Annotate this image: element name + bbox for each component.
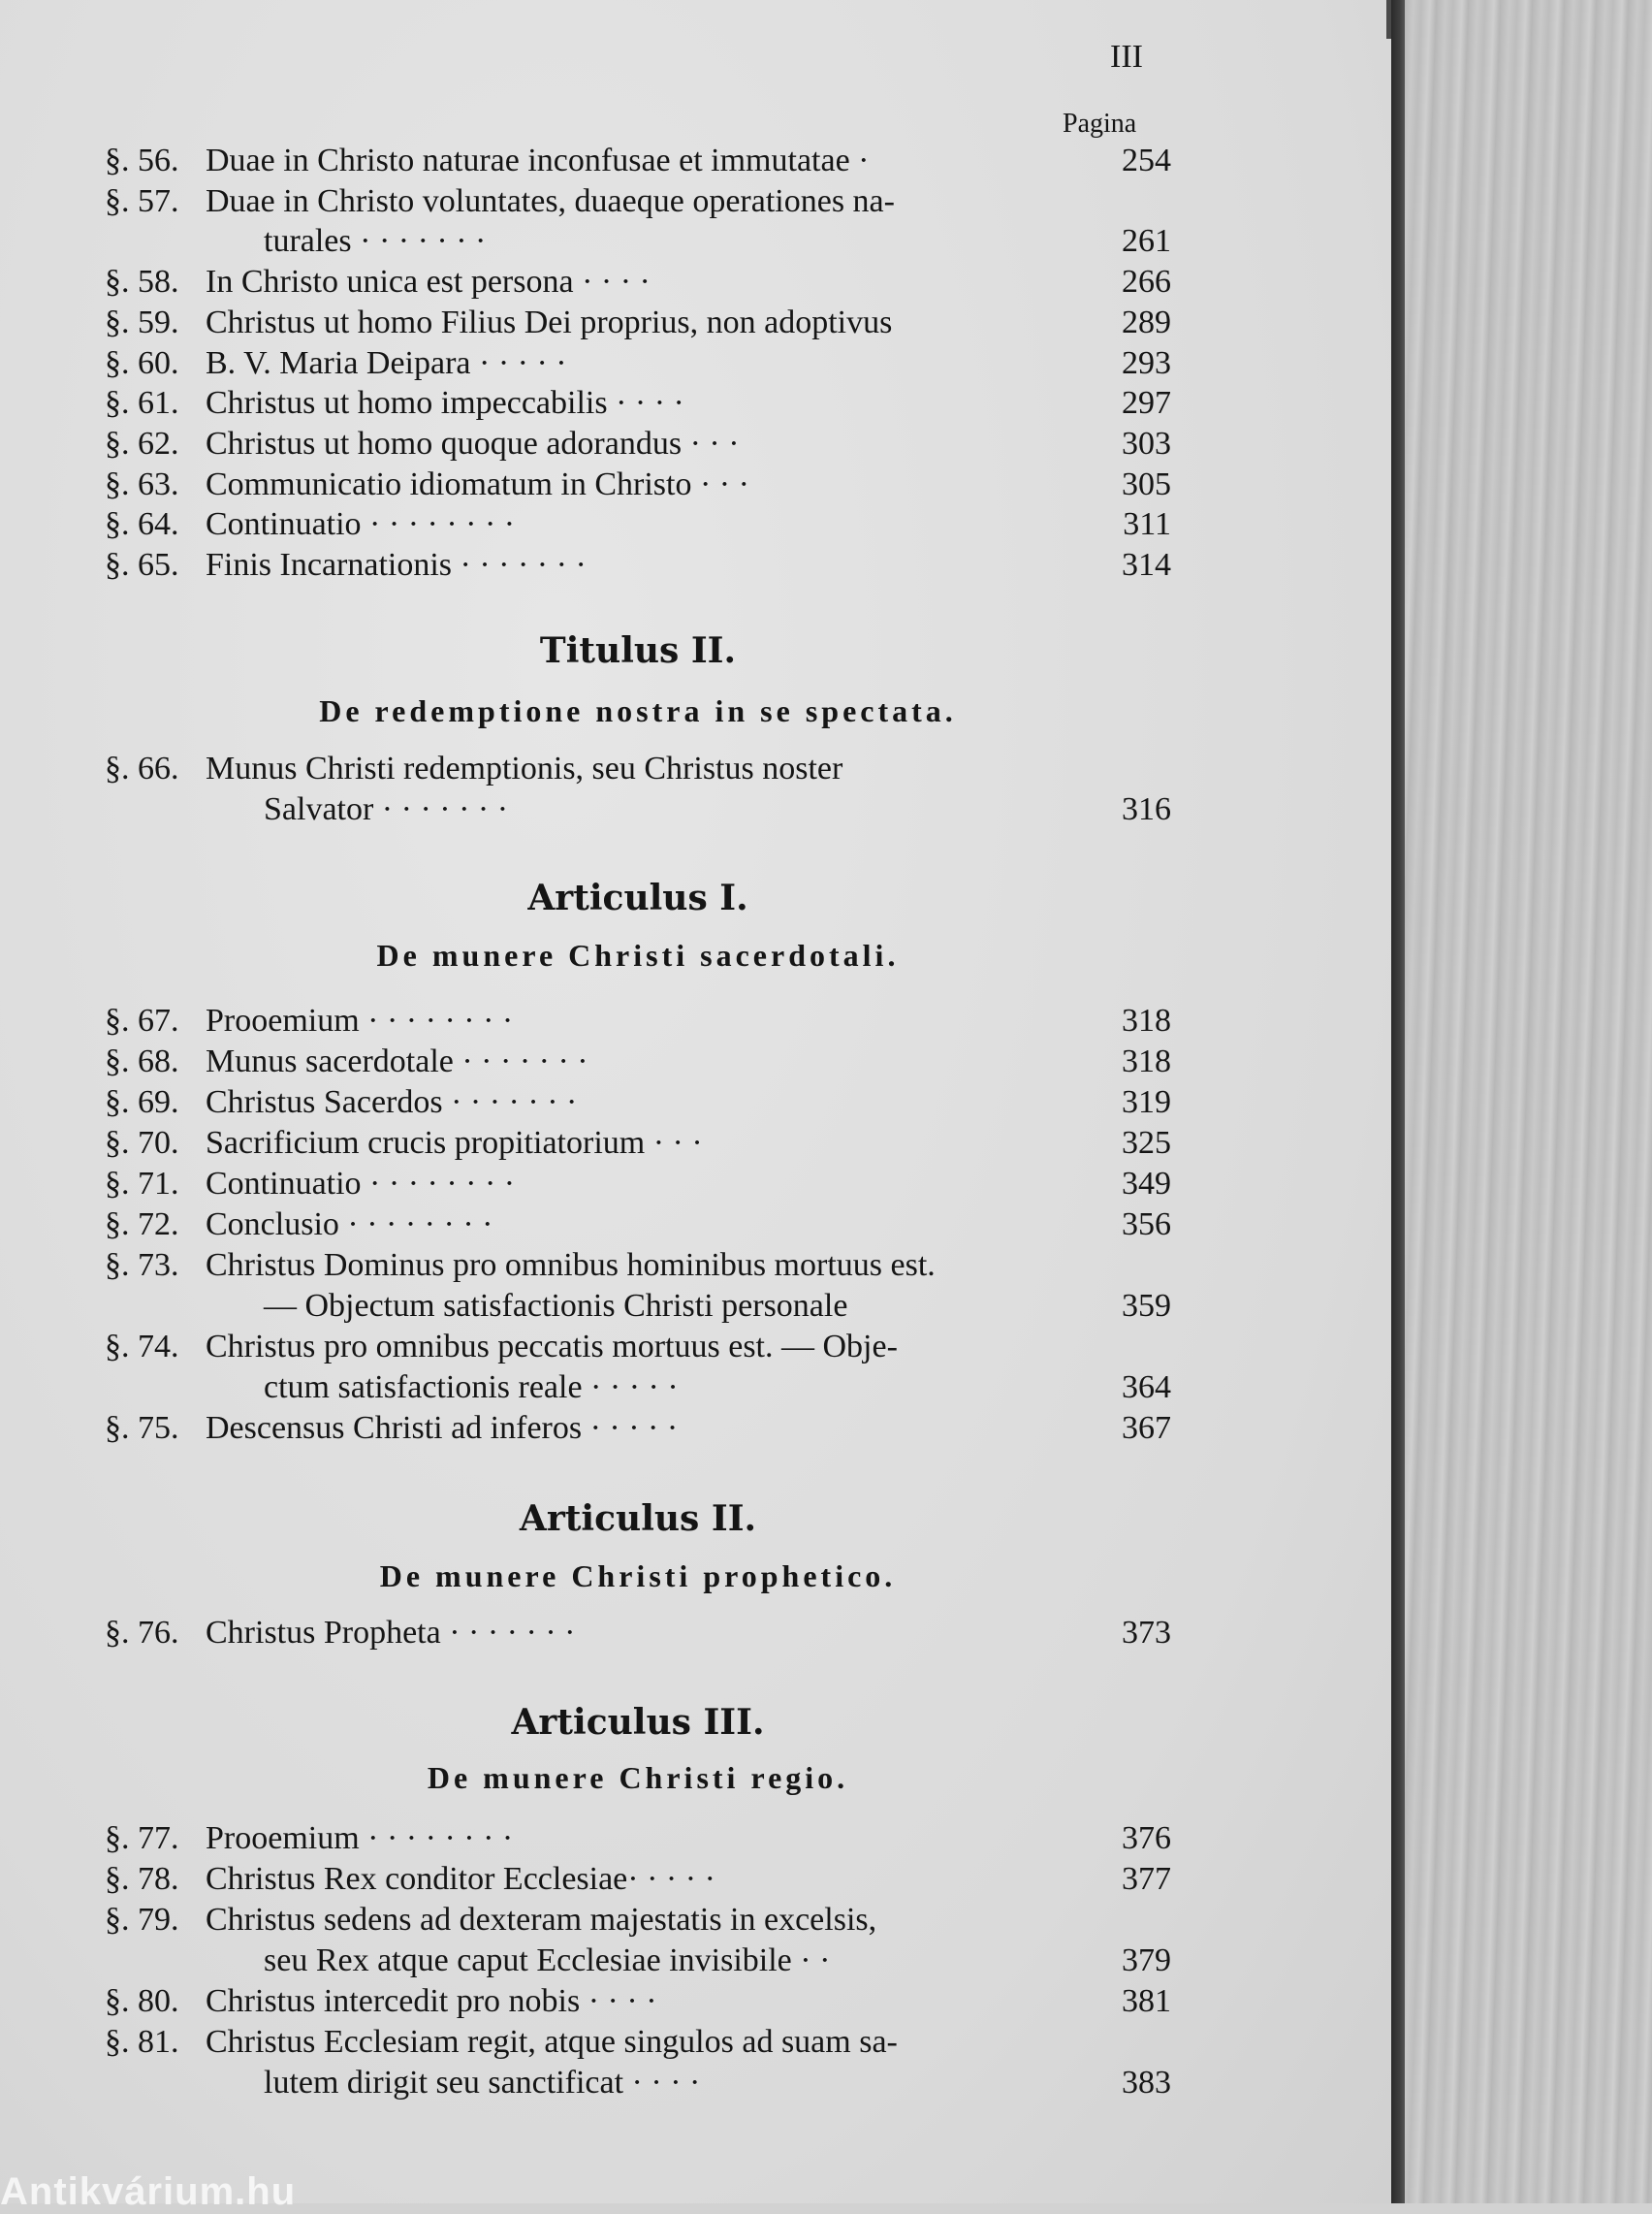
- articulus-3-subheading: De munere Christi regio.: [427, 1760, 849, 1795]
- entry-title: Munus Christi redemptionis, seu Christus noster: [206, 751, 843, 786]
- toc-entry: [105, 1613, 1171, 1653]
- toc-entry: [105, 2022, 1171, 2063]
- page-reference: 297: [1122, 385, 1171, 422]
- entry-title: Christus Rex conditor Ecclesiae· · · · ·: [206, 1861, 715, 1897]
- wooden-background: [1405, 0, 1652, 2203]
- articulus-3-heading: Articulus III.: [511, 1702, 765, 1743]
- toc-entry: [105, 1818, 1171, 1859]
- entry-title: Christus Dominus pro omnibus hominibus mortuus est.: [206, 1247, 936, 1283]
- toc-entry: [105, 545, 1171, 586]
- entry-title: seu Rex atque caput Ecclesiae invisibile · ·: [264, 1942, 831, 1978]
- section-number: §. 69.: [105, 1084, 179, 1120]
- toc-entry: [105, 1941, 1171, 1981]
- entry-title: In Christo unica est persona · · · ·: [206, 264, 651, 301]
- section-number: §. 77.: [105, 1820, 179, 1856]
- section-number: §. 81.: [105, 2024, 179, 2060]
- page-reference: 364: [1122, 1369, 1171, 1405]
- page-reference: 314: [1122, 547, 1171, 583]
- toc-entry: [105, 424, 1171, 465]
- entry-title: Continuatio · · · · · · · ·: [206, 506, 516, 543]
- entry-title: B. V. Maria Deipara · · · · ·: [206, 344, 567, 381]
- section-number: §. 70.: [105, 1125, 179, 1161]
- page-reference: 311: [1123, 506, 1171, 543]
- section-number: §. 67.: [105, 1003, 179, 1039]
- page-reference: 367: [1122, 1410, 1171, 1446]
- page-reference: 266: [1122, 264, 1171, 301]
- entry-title: Conclusio · · · · · · · ·: [206, 1206, 493, 1242]
- entry-title: Descensus Christi ad inferos · · · · ·: [206, 1410, 679, 1446]
- section-number: §. 57.: [105, 182, 179, 219]
- toc-entry: [105, 141, 1171, 181]
- entry-title: Prooemium · · · · · · · ·: [206, 1820, 514, 1856]
- entry-title: Christus ut homo quoque adorandus · · ·: [206, 425, 740, 462]
- page-reference: 318: [1122, 1043, 1171, 1079]
- section-number: §. 76.: [105, 1615, 179, 1651]
- toc-entry: [105, 2063, 1171, 2103]
- toc-entry: [105, 789, 1171, 830]
- toc-entry: [105, 1001, 1171, 1042]
- section-number: §. 74.: [105, 1329, 179, 1364]
- page-reference: 261: [1122, 223, 1171, 260]
- book-page-edge: [1391, 0, 1405, 2203]
- articulus-1-subheading: De munere Christi sacerdotali.: [376, 938, 900, 973]
- section-number: §. 65.: [105, 547, 179, 583]
- section-number: §. 72.: [105, 1206, 179, 1242]
- section-number: §. 68.: [105, 1043, 179, 1079]
- toc-entry: [105, 181, 1171, 222]
- toc-entry: [105, 1900, 1171, 1941]
- entry-title: ctum satisfactionis reale · · · · ·: [264, 1369, 679, 1405]
- articulus-1-heading: Articulus I.: [527, 878, 748, 918]
- entry-title: Christus sedens ad dexteram majestatis in excelsis,: [206, 1902, 877, 1938]
- entry-title: Christus pro omnibus peccatis mortuus est. — Obje-: [206, 1329, 898, 1364]
- section-number: §. 61.: [105, 385, 179, 422]
- page-reference: 318: [1122, 1003, 1171, 1039]
- page-reference: 305: [1122, 465, 1171, 502]
- entry-title: Continuatio · · · · · · · ·: [206, 1166, 516, 1202]
- entry-title: Prooemium · · · · · · · ·: [206, 1003, 514, 1039]
- toc-entry: [105, 749, 1171, 789]
- entry-title: — Objectum satisfactionis Christi personale: [264, 1288, 848, 1324]
- toc-entry: [105, 465, 1171, 505]
- entry-title: Munus sacerdotale · · · · · · ·: [206, 1043, 588, 1079]
- articulus-2-subheading: De munere Christi prophetico.: [379, 1558, 897, 1593]
- watermark: Antikvárium.hu: [0, 2170, 297, 2213]
- toc-entry: [105, 343, 1171, 384]
- page-reference: 383: [1122, 2065, 1171, 2101]
- toc-entry: [105, 1123, 1171, 1164]
- section-number: §. 79.: [105, 1902, 179, 1938]
- toc-entry: [105, 303, 1171, 343]
- page-reference: 325: [1122, 1125, 1171, 1161]
- entry-title: Communicatio idiomatum in Christo · · ·: [206, 465, 749, 502]
- section-number: §. 80.: [105, 1983, 179, 2019]
- page-reference: 381: [1122, 1983, 1171, 2019]
- entry-title: Duae in Christo voluntates, duaeque operationes na-: [206, 182, 895, 219]
- titulus-heading: Titulus II.: [539, 630, 737, 671]
- entry-title: Salvator · · · · · · ·: [264, 791, 509, 827]
- section-number: §. 78.: [105, 1861, 179, 1897]
- page-number: III: [1110, 39, 1143, 75]
- entry-title: Christus intercedit pro nobis · · · ·: [206, 1983, 657, 2019]
- section-number: §. 56.: [105, 143, 179, 178]
- toc-entry: [105, 1367, 1171, 1408]
- toc-entry: [105, 1859, 1171, 1900]
- toc-entry: [105, 262, 1171, 303]
- page-reference: 293: [1122, 344, 1171, 381]
- section-number: §. 60.: [105, 344, 179, 381]
- section-number: §. 66.: [105, 751, 179, 786]
- toc-entry: [105, 1164, 1171, 1204]
- toc-entry: [105, 221, 1171, 262]
- titulus-subheading: De redemptione nostra in se spectata.: [319, 693, 957, 728]
- toc-entry: [105, 1981, 1171, 2022]
- entry-title: Christus Propheta · · · · · · ·: [206, 1615, 576, 1651]
- toc-entry: [105, 1286, 1171, 1327]
- entry-title: turales · · · · · · ·: [264, 223, 487, 260]
- toc-entry: [105, 1042, 1171, 1082]
- toc-entry: [105, 1082, 1171, 1123]
- articulus-2-heading: Articulus II.: [519, 1498, 757, 1539]
- toc-entry: [105, 504, 1171, 545]
- section-number: §. 64.: [105, 506, 179, 543]
- page-reference: 303: [1122, 425, 1171, 462]
- page-reference: 356: [1122, 1206, 1171, 1242]
- section-number: §. 63.: [105, 465, 179, 502]
- toc-entry: [105, 1204, 1171, 1245]
- section-number: §. 59.: [105, 304, 179, 340]
- toc-entry: [105, 1245, 1171, 1286]
- section-number: §. 58.: [105, 264, 179, 301]
- toc-entry: [105, 1408, 1171, 1449]
- page-reference: 319: [1122, 1084, 1171, 1120]
- toc-entry: [105, 383, 1171, 424]
- page-reference: 349: [1122, 1166, 1171, 1202]
- entry-title: Christus Ecclesiam regit, atque singulos ad suam sa-: [206, 2024, 898, 2060]
- entry-title: Christus Sacerdos · · · · · · ·: [206, 1084, 578, 1120]
- page-reference: 254: [1122, 143, 1171, 178]
- entry-title: Christus ut homo impeccabilis · · · ·: [206, 385, 684, 422]
- section-number: §. 62.: [105, 425, 179, 462]
- page-reference: 379: [1122, 1942, 1171, 1978]
- page-reference: 359: [1122, 1288, 1171, 1324]
- pagina-column-label: Pagina: [1063, 109, 1137, 139]
- page-reference: 377: [1122, 1861, 1171, 1897]
- entry-title: Sacrificium crucis propitiatorium · · ·: [206, 1125, 703, 1161]
- toc-entry: [105, 1327, 1171, 1367]
- entry-title: Finis Incarnationis · · · · · · ·: [206, 547, 587, 583]
- entry-title: Christus ut homo Filius Dei proprius, non adoptivus: [206, 304, 893, 340]
- page-reference: 316: [1122, 791, 1171, 827]
- entry-title: lutem dirigit seu sanctificat · · · ·: [264, 2065, 701, 2101]
- section-number: §. 73.: [105, 1247, 179, 1283]
- page-reference: 376: [1122, 1820, 1171, 1856]
- section-number: §. 71.: [105, 1166, 179, 1202]
- entry-title: Duae in Christo naturae inconfusae et immutatae ·: [206, 143, 870, 178]
- page-reference: 373: [1122, 1615, 1171, 1651]
- page-reference: 289: [1122, 304, 1171, 340]
- section-number: §. 75.: [105, 1410, 179, 1446]
